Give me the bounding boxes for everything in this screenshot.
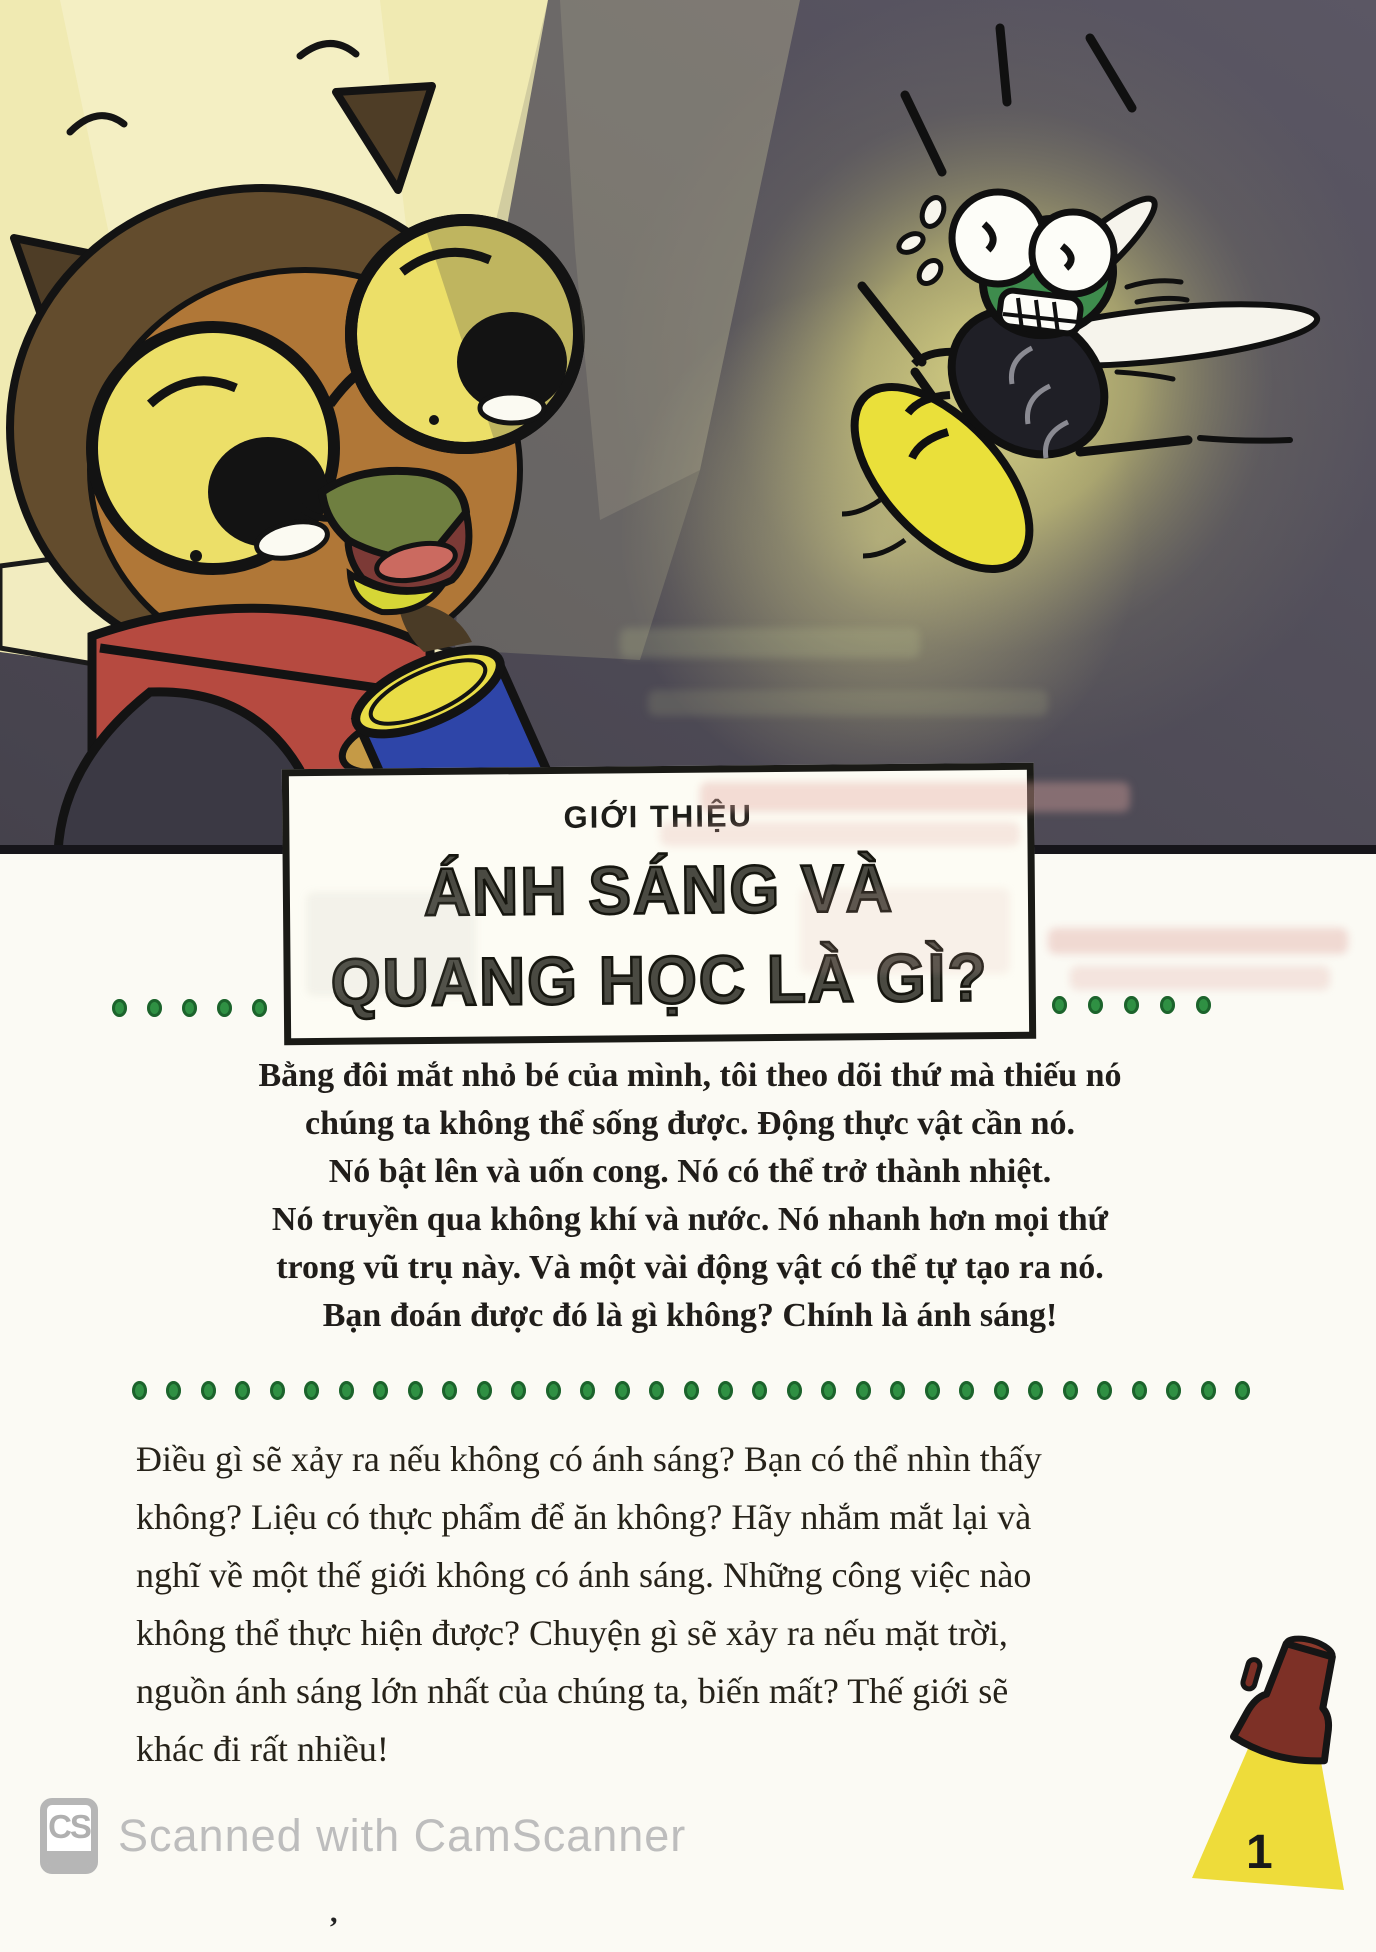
green-dot: [684, 1381, 699, 1400]
chapter-kicker: GIỚI THIỆU: [563, 798, 754, 835]
bleed-through-artifact: [1070, 966, 1330, 990]
green-dot: [787, 1381, 802, 1400]
text-line: Nó truyền qua không khí và nước. Nó nhanh hơn mọi thứ: [271, 1201, 1109, 1238]
flashlight-icon: [1226, 1626, 1355, 1769]
green-dot: [132, 1381, 147, 1400]
text-line: khác đi rất nhiều!: [136, 1729, 389, 1769]
green-dot: [511, 1381, 526, 1400]
camscanner-logo-icon: [40, 1798, 98, 1874]
green-dot: [217, 999, 232, 1017]
green-dot: [1235, 1381, 1250, 1400]
text-line: QUANG HỌC LÀ GÌ?: [330, 939, 989, 1021]
green-dot: [477, 1381, 492, 1400]
text-line: nghĩ về một thế giới không có ánh sáng. Những công việc nào: [136, 1555, 1032, 1595]
green-dot: [1132, 1381, 1147, 1400]
green-dot: [649, 1381, 664, 1400]
bleed-through-artifact: [648, 690, 1048, 716]
bleed-through-artifact: [700, 782, 1130, 812]
intro-poem: [66, 1052, 1314, 1340]
green-dot: [994, 1381, 1009, 1400]
bleed-through-artifact: [1048, 928, 1348, 954]
green-dot: [1052, 996, 1067, 1014]
green-dot: [373, 1381, 388, 1400]
green-dot: [235, 1381, 250, 1400]
bleed-through-artifact: [620, 628, 920, 658]
green-dot: [1160, 996, 1175, 1014]
camscanner-logo-text: CS: [48, 1808, 90, 1845]
text-line: trong vũ trụ này. Và một vài động vật có thể tự tạo ra nó.: [276, 1249, 1104, 1286]
green-dot: [1124, 996, 1139, 1014]
bleed-through-artifact: [306, 892, 476, 996]
camscanner-watermark: [40, 1798, 686, 1874]
green-dot: [182, 999, 197, 1017]
comic-panel-illustration: [0, 0, 1376, 853]
green-dot: [112, 999, 127, 1017]
green-dot: [580, 1381, 595, 1400]
owl-eye-highlight-right: [480, 393, 544, 423]
green-dot: [1088, 996, 1103, 1014]
firefly-gritted-teeth: [998, 289, 1082, 334]
stray-scan-mark: ,: [330, 1896, 338, 1929]
text-line: ÁNH SÁNG VÀ: [423, 850, 895, 930]
green-dot: [959, 1381, 974, 1400]
text-line: Điều gì sẽ xảy ra nếu không có ánh sáng? Bạn có thể nhìn thấy: [136, 1439, 1042, 1479]
green-dot: [304, 1381, 319, 1400]
body-paragraph: [136, 1430, 1258, 1778]
green-dot: [615, 1381, 630, 1400]
green-dot: [856, 1381, 871, 1400]
green-dot: [1201, 1381, 1216, 1400]
text-line: Bằng đôi mắt nhỏ bé của mình, tôi theo dõi thứ mà thiếu nó: [258, 1057, 1122, 1094]
green-dot: [339, 1381, 354, 1400]
green-dot: [925, 1381, 940, 1400]
text-line: nguồn ánh sáng lớn nhất của chúng ta, biến mất? Thế giới sẽ: [136, 1671, 1009, 1711]
text-line: Nó bật lên và uốn cong. Nó có thể trở thành nhiệt.: [328, 1153, 1052, 1190]
green-dot: [546, 1381, 561, 1400]
green-dot: [1196, 996, 1211, 1014]
green-dot: [201, 1381, 216, 1400]
page-number: 1: [1246, 1826, 1273, 1879]
firefly-eye-left: [952, 192, 1044, 284]
title-dots-right: [1052, 996, 1211, 1014]
green-dot: [1063, 1381, 1078, 1400]
text-line: Bạn đoán được đó là gì không? Chính là ánh sáng!: [322, 1297, 1058, 1334]
green-dot: [270, 1381, 285, 1400]
green-dot: [442, 1381, 457, 1400]
text-line: chúng ta không thể sống được. Động thực vật cần nó.: [305, 1105, 1075, 1142]
comic-panel-art: [0, 0, 1376, 853]
flashlight-page-marker: [1186, 1626, 1376, 1926]
green-dot: [166, 1381, 181, 1400]
green-dot: [821, 1381, 836, 1400]
camscanner-logo-bar: [47, 1851, 91, 1867]
green-dot: [752, 1381, 767, 1400]
bleed-through-artifact: [660, 822, 1020, 846]
dotted-divider: [132, 1381, 1250, 1400]
green-dot: [1166, 1381, 1181, 1400]
watermark-label: Scanned with CamScanner: [118, 1810, 687, 1861]
text-line: không? Liệu có thực phẩm để ăn không? Hãy nhắm mắt lại và: [136, 1497, 1032, 1537]
bleed-through-artifact: [800, 888, 1010, 974]
green-dot: [408, 1381, 423, 1400]
green-dot: [147, 999, 162, 1017]
green-dot: [718, 1381, 733, 1400]
green-dot: [890, 1381, 905, 1400]
title-dots-left: [112, 999, 267, 1017]
green-dot: [1028, 1381, 1043, 1400]
green-dot: [252, 999, 267, 1017]
green-dot: [1097, 1381, 1112, 1400]
text-line: không thể thực hiện được? Chuyện gì sẽ xảy ra nếu mặt trời,: [136, 1613, 1008, 1653]
